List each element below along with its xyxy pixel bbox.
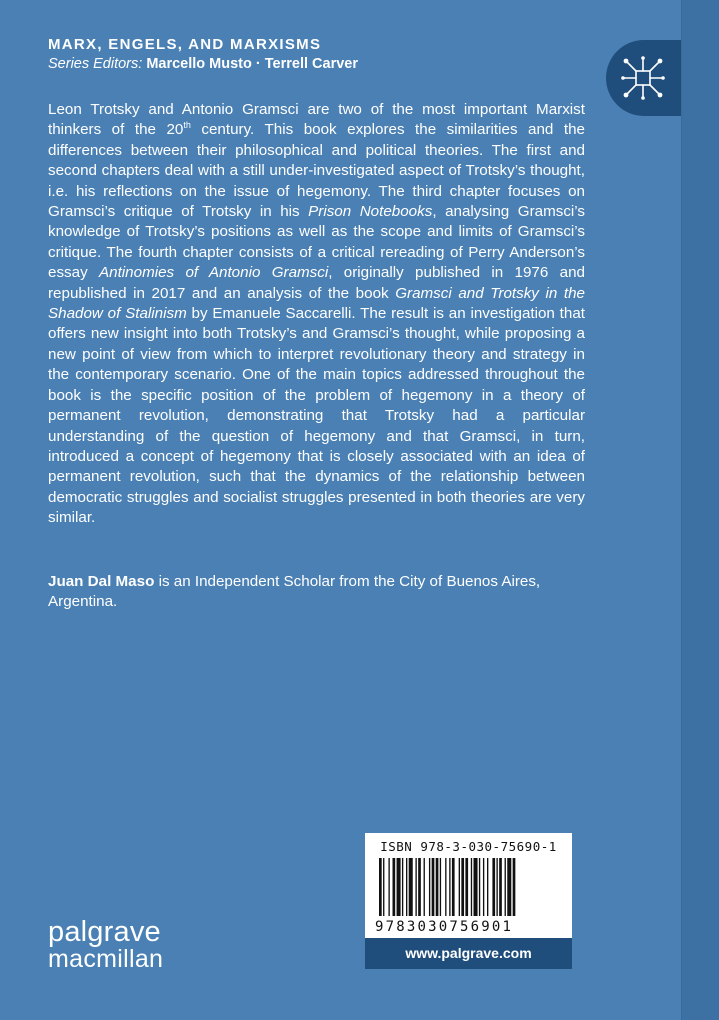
description-text: , originally published in 1976 and republished in 2017 and an analysis of the book <box>48 264 585 302</box>
publisher-logo <box>48 918 163 972</box>
series-title: MARX, ENGELS, AND MARXISMS <box>48 36 322 53</box>
series-editors-names: Marcello Musto · Terrell Carver <box>146 56 358 72</box>
title-gramsci-and-trotsky: Gramsci and Trotsky in the Shadow of Stalinism <box>48 284 585 323</box>
description-text: century. This book explores the similarities and the differences between their philosophical and political theories. The first and second chapters deal with a still under-investigated aspect of Trotsky’s thought, i.e. his reflections on the issue of hegemony. The third chapter focuses on Gramsci’s critique of Trotsky in his <box>48 121 585 221</box>
title-antinomies: Antinomies of Antonio Gramsci <box>99 264 329 282</box>
book-description <box>48 100 585 529</box>
isbn-number: ISBN 978-3-030-75690-1 <box>380 839 557 854</box>
title-prison-notebooks: Prison Notebooks <box>308 203 433 221</box>
publisher-name-line1: palgrave <box>48 916 161 948</box>
series-editors-label: Series Editors: <box>48 56 143 72</box>
publisher-name-line2: macmillan <box>48 945 164 973</box>
series-editors <box>48 56 358 72</box>
series-header <box>48 36 358 72</box>
author-name: Juan Dal Maso <box>48 573 155 590</box>
isbn-barcode <box>365 833 572 938</box>
description-text: by Emanuele Saccarelli. The result is an investigation that offers new insight into both Trotsky’s and Gramsci’s thought, while proposing a new point of view from which to interpret revolutionary theory and strategy in the contemporary scenario. One of the main topics addressed throughout the book is the specific position of the problem of hegemony in a theory of permanent revolution, demonstrating that Trotsky had a particular understanding of the question of hegemony and that Gramsci, in turn, introduced a concept of hegemony that is closely associated with an idea of permanent revolution, such that the dynamics of the relationship between democratic struggles and socialist struggles presented in both theories are very similar. <box>48 305 585 527</box>
book-spine <box>681 0 719 1020</box>
author-bio-text: is an Independent Scholar from the City of Buenos Aires, Argentina. <box>48 573 541 611</box>
ordinal-suffix: th <box>183 120 191 131</box>
publisher-website[interactable]: www.palgrave.com <box>365 938 572 969</box>
barcode-bars <box>377 858 560 918</box>
palgrave-star-icon <box>619 54 667 102</box>
description-text: , analysing Gramsci’s knowledge of Trotsky’s positions as well as the scope and limits of Gramsci’s critique. The fourth chapter consists of a critical rereading of Perry Anderson’s essay <box>48 203 585 282</box>
author-bio <box>48 572 585 613</box>
description-paragraph <box>48 100 585 529</box>
description-text: Leon Trotsky and Antonio Gramsci are two of the most important Marxist thinkers of the 20 <box>48 101 585 139</box>
barcode-digits: 9783030756901 <box>375 919 514 935</box>
palgrave-logo-badge <box>606 40 681 116</box>
